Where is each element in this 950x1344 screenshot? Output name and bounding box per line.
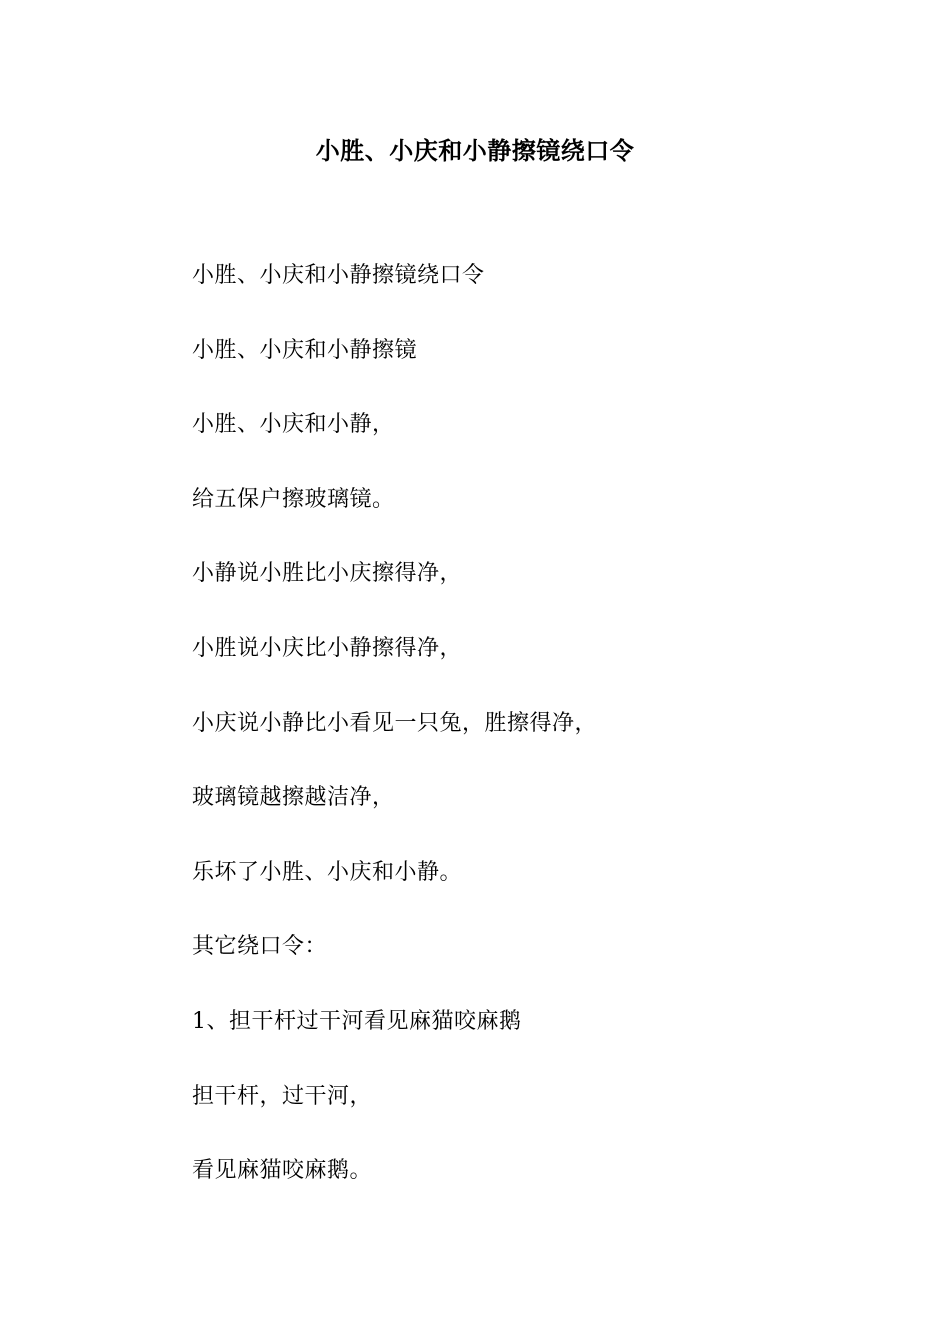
text-line: 小胜说小庆比小静擦得净， <box>192 635 463 661</box>
text-line: 担干杆，过干河， <box>192 1083 373 1109</box>
text-line: 玻璃镜越擦越洁净， <box>192 785 395 811</box>
text-line: 其它绕口令： <box>192 934 328 960</box>
document-title: 小胜、小庆和小静擦镜绕口令 <box>315 136 635 165</box>
text-line: 小庆说小静比小看见一只兔，胜擦得净， <box>192 710 598 736</box>
text-line: 乐坏了小胜、小庆和小静。 <box>192 859 463 885</box>
text-line: 小胜、小庆和小静， <box>192 412 395 438</box>
text-line: 看见麻猫咬麻鹅。 <box>192 1158 373 1184</box>
text-lines <box>192 258 872 1228</box>
text-line: 小胜、小庆和小静擦镜绕口令 <box>192 263 485 288</box>
text-line: 给五保户擦玻璃镜。 <box>192 486 395 512</box>
text-line: 1、担干杆过干河看见麻猫咬麻鹅 <box>192 1008 522 1034</box>
text-line: 小胜、小庆和小静擦镜 <box>192 337 418 363</box>
text-line: 小静说小胜比小庆擦得净， <box>192 561 463 587</box>
